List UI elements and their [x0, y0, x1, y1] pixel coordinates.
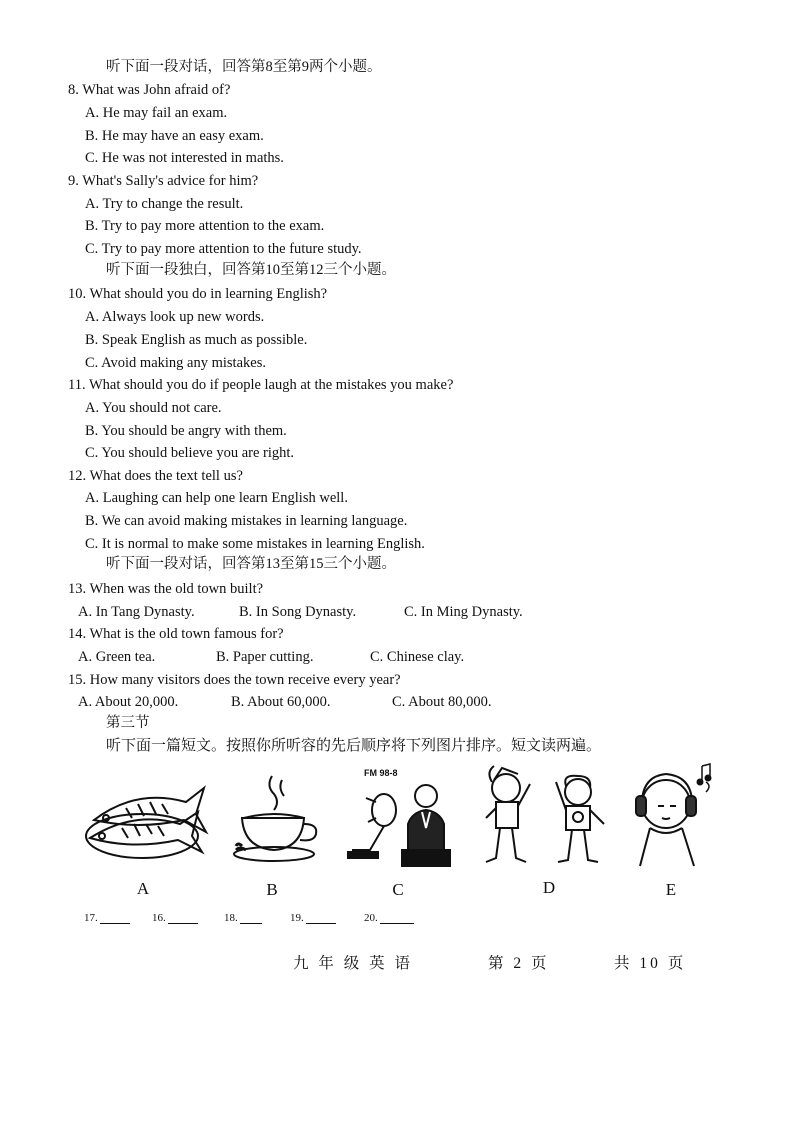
- question-11: 11. What should you do if people laugh at the mistakes you make?: [68, 377, 454, 393]
- intro-13-15: 听下面一段对话，回答第13至第15三个小题。: [106, 556, 396, 572]
- picture-d-label: D: [542, 878, 556, 897]
- q15-option-a: A. About 20,000.: [78, 694, 179, 710]
- question-10: 10. What should you do in learning English?: [68, 286, 328, 302]
- q15-option-b: B. About 60,000.: [231, 694, 331, 710]
- q12-option-b: B. We can avoid making mistakes in learning language.: [85, 513, 408, 529]
- section-3-title: 第三节: [106, 715, 150, 731]
- question-9: 9. What's Sally's advice for him?: [68, 173, 259, 189]
- q14-option-c: C. Chinese clay.: [370, 649, 465, 665]
- answer-blank-1[interactable]: 17.: [84, 912, 130, 924]
- q13-option-b: B. In Song Dynasty.: [239, 604, 357, 620]
- q10-option-a: A. Always look up new words.: [85, 309, 265, 325]
- q11-option-c: C. You should believe you are right.: [85, 445, 295, 461]
- q9-option-c: C. Try to pay more attention to the future study.: [85, 241, 362, 257]
- intro-10-12: 听下面一段独白，回答第10至第12三个小题。: [106, 262, 396, 278]
- q12-option-a: A. Laughing can help one learn English well.: [85, 490, 348, 506]
- intro-8-9: 听下面一段对话，回答第8至第9两个小题。: [106, 59, 382, 75]
- q9-option-a: A. Try to change the result.: [85, 196, 244, 212]
- q10-option-b: B. Speak English as much as possible.: [85, 332, 308, 348]
- q11-option-a: A. You should not care.: [85, 400, 222, 416]
- question-13: 13. When was the old town built?: [68, 581, 264, 597]
- kids-exercise-icon: [482, 762, 612, 866]
- footer-page: 第 2 页: [488, 955, 550, 972]
- picture-c-label: C: [392, 880, 404, 899]
- question-15: 15. How many visitors does the town receive every year?: [68, 672, 401, 688]
- section-3-instructions: 听下面一篇短文。按照你所听容的先后顺序将下列图片排序。短文读两遍。: [106, 738, 602, 754]
- footer-total: 共 10 页: [614, 955, 687, 972]
- question-8: 8. What was John afraid of?: [68, 82, 231, 98]
- answer-blank-3[interactable]: 18.: [224, 912, 262, 924]
- q9-option-b: B. Try to pay more attention to the exam.: [85, 218, 325, 234]
- answer-blank-4[interactable]: 19.: [290, 912, 336, 924]
- q15-option-c: C. About 80,000.: [392, 694, 492, 710]
- fm-caption: FM 98-8: [364, 768, 398, 778]
- q10-option-c: C. Avoid making any mistakes.: [85, 355, 266, 371]
- answer-blank-2[interactable]: 16.: [152, 912, 198, 924]
- q12-option-c: C. It is normal to make some mistakes in learning English.: [85, 536, 425, 552]
- q13-option-c: C. In Ming Dynasty.: [404, 604, 523, 620]
- fish-plate-icon: [76, 768, 210, 866]
- q14-option-b: B. Paper cutting.: [216, 649, 314, 665]
- answer-blank-5[interactable]: 20.: [364, 912, 414, 924]
- headphones-boy-icon: [636, 762, 716, 866]
- radio-host-icon: [346, 766, 452, 866]
- picture-e-label: E: [665, 880, 677, 899]
- picture-a-label: A: [136, 879, 150, 898]
- q8-option-a: A. He may fail an exam.: [85, 105, 228, 121]
- question-14: 14. What is the old town famous for?: [68, 626, 284, 642]
- q11-option-b: B. You should be angry with them.: [85, 423, 287, 439]
- question-12: 12. What does the text tell us?: [68, 468, 243, 484]
- footer-grade: 九 年 级 英 语: [293, 955, 414, 972]
- q13-option-a: A. In Tang Dynasty.: [78, 604, 195, 620]
- picture-b-label: B: [266, 880, 278, 899]
- q8-option-c: C. He was not interested in maths.: [85, 150, 284, 166]
- q8-option-b: B. He may have an easy exam.: [85, 128, 264, 144]
- q14-option-a: A. Green tea.: [78, 649, 156, 665]
- coffee-cup-icon: [232, 772, 324, 864]
